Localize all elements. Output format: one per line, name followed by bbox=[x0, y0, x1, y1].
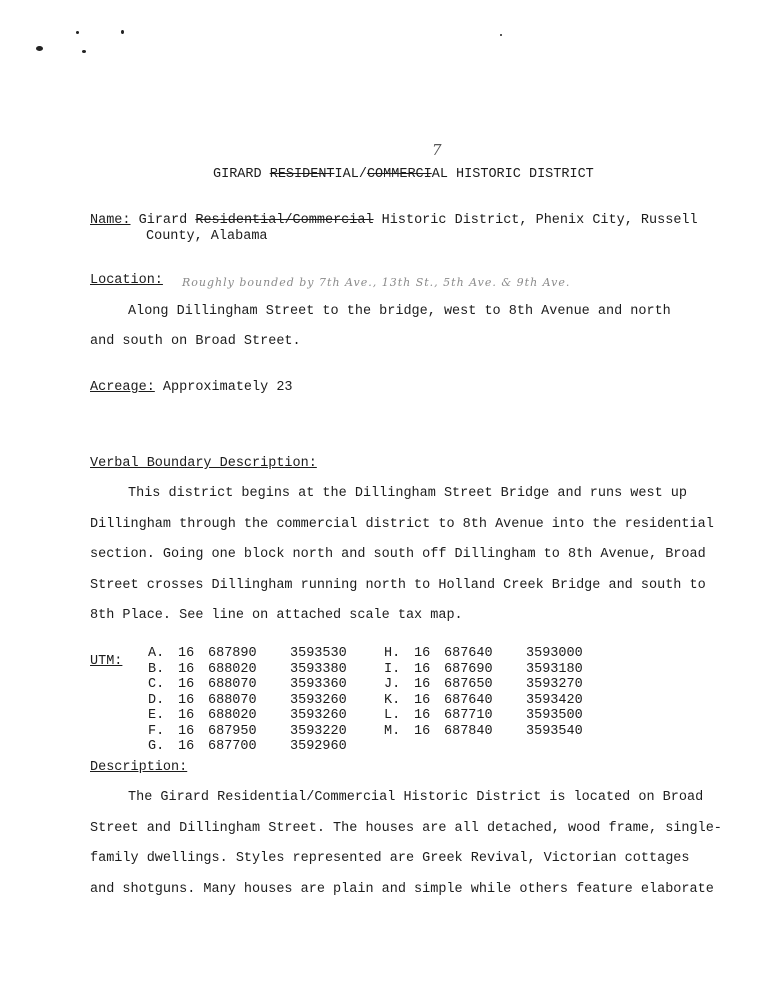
utm-zone: 16 bbox=[178, 661, 195, 677]
utm-letter: G. bbox=[148, 739, 165, 754]
utm-letter: K. bbox=[384, 692, 401, 708]
acreage-section bbox=[90, 380, 293, 395]
utm-easting: 687650 bbox=[444, 677, 493, 692]
utm-northing: 3593180 bbox=[526, 661, 583, 677]
utm-row bbox=[148, 693, 347, 708]
location-label: Location: bbox=[90, 273, 163, 288]
utm-label: UTM: bbox=[90, 654, 123, 669]
utm-zone: 16 bbox=[178, 739, 195, 754]
description-label: Description: bbox=[90, 760, 188, 775]
utm-northing: 3593360 bbox=[290, 677, 347, 692]
utm-zone: 16 bbox=[178, 708, 195, 723]
utm-zone: 16 bbox=[178, 646, 195, 661]
utm-zone: 16 bbox=[178, 723, 195, 739]
utm-row bbox=[384, 708, 583, 723]
utm-zone: 16 bbox=[414, 708, 431, 723]
utm-letter: F. bbox=[148, 723, 165, 739]
utm-letter: A. bbox=[148, 646, 165, 661]
title-struck-commerci: COMMERCI bbox=[366, 167, 432, 182]
utm-letter: B. bbox=[148, 661, 165, 677]
boundary-line: section. Going one block north and south off Dillingham to 8th Avenue, Broad bbox=[90, 547, 706, 562]
utm-row bbox=[384, 646, 583, 661]
utm-northing: 3593270 bbox=[526, 677, 583, 692]
description-line: and shotguns. Many houses are plain and simple while others feature elaborate bbox=[90, 882, 714, 897]
utm-letter: D. bbox=[148, 692, 165, 708]
utm-row bbox=[148, 708, 347, 723]
utm-easting: 687890 bbox=[208, 646, 257, 661]
utm-northing: 3593220 bbox=[290, 723, 347, 739]
utm-row bbox=[148, 724, 347, 739]
utm-zone: 16 bbox=[178, 692, 195, 708]
boundary-line: Street crosses Dillingham running north to Holland Creek Bridge and south to bbox=[90, 578, 706, 593]
utm-row bbox=[148, 677, 347, 692]
utm-northing: 3593380 bbox=[290, 661, 347, 677]
utm-row bbox=[148, 739, 347, 754]
utm-letter: I. bbox=[384, 661, 401, 677]
boundary-line: This district begins at the Dillingham Street Bridge and runs west up bbox=[128, 486, 687, 501]
scan-speck bbox=[82, 50, 86, 53]
utm-row bbox=[148, 646, 347, 661]
location-handwritten-note: Roughly bounded by 7th Ave., 13th St., 5th Ave. & 9th Ave. bbox=[182, 276, 571, 289]
boundary-label: Verbal Boundary Description: bbox=[90, 456, 317, 471]
title-text-pre: GIRARD bbox=[213, 167, 270, 182]
utm-easting: 687840 bbox=[444, 723, 493, 739]
location-line1: Along Dillingham Street to the bridge, west to 8th Avenue and north bbox=[128, 304, 671, 319]
utm-northing: 3593260 bbox=[290, 708, 347, 723]
title-struck-resident: RESIDENT bbox=[269, 167, 335, 182]
name-label: Name: bbox=[90, 213, 131, 228]
name-section bbox=[90, 213, 698, 228]
utm-easting: 688070 bbox=[208, 677, 257, 692]
utm-northing: 3593540 bbox=[526, 723, 583, 739]
name-text-post: Historic District, Phenix City, Russell bbox=[373, 213, 698, 228]
document-title bbox=[213, 167, 594, 182]
utm-row bbox=[148, 662, 347, 677]
utm-easting: 687640 bbox=[444, 646, 493, 661]
boundary-line: 8th Place. See line on attached scale tax map. bbox=[90, 608, 463, 623]
handwritten-mark: 7 bbox=[432, 141, 443, 159]
utm-easting: 687640 bbox=[444, 692, 493, 708]
name-text-pre: Girard bbox=[138, 213, 196, 228]
utm-row bbox=[384, 724, 583, 739]
utm-northing: 3593000 bbox=[526, 646, 583, 661]
utm-row bbox=[384, 662, 583, 677]
utm-zone: 16 bbox=[414, 723, 431, 739]
utm-zone: 16 bbox=[414, 661, 431, 677]
scan-speck bbox=[36, 46, 43, 51]
utm-northing: 3593420 bbox=[526, 692, 583, 708]
name-line2: County, Alabama bbox=[146, 229, 268, 244]
utm-easting: 687950 bbox=[208, 723, 257, 739]
boundary-line: Dillingham through the commercial district to 8th Avenue into the residential bbox=[90, 517, 714, 532]
title-text-post: AL HISTORIC DISTRICT bbox=[431, 167, 594, 182]
utm-row bbox=[384, 693, 583, 708]
utm-letter: E. bbox=[148, 708, 165, 723]
description-line: family dwellings. Styles represented are Greek Revival, Victorian cottages bbox=[90, 851, 690, 866]
utm-letter: M. bbox=[384, 723, 401, 739]
utm-letter: H. bbox=[384, 646, 401, 661]
scan-speck bbox=[500, 34, 502, 36]
scan-speck bbox=[121, 30, 124, 34]
utm-easting: 688020 bbox=[208, 708, 257, 723]
utm-zone: 16 bbox=[414, 677, 431, 692]
utm-zone: 16 bbox=[414, 646, 431, 661]
location-line2: and south on Broad Street. bbox=[90, 334, 301, 349]
utm-letter: J. bbox=[384, 677, 401, 692]
description-line: The Girard Residential/Commercial Historic District is located on Broad bbox=[128, 790, 704, 805]
utm-northing: 3593260 bbox=[290, 692, 347, 708]
utm-northing: 3593530 bbox=[290, 646, 347, 661]
name-struck-text: Residential/Commercial bbox=[195, 213, 374, 228]
utm-letter: C. bbox=[148, 677, 165, 692]
acreage-value: Approximately 23 bbox=[154, 380, 293, 395]
scan-speck bbox=[76, 31, 79, 34]
utm-northing: 3592960 bbox=[290, 739, 347, 754]
utm-zone: 16 bbox=[178, 677, 195, 692]
utm-easting: 687710 bbox=[444, 708, 493, 723]
utm-easting: 687700 bbox=[208, 739, 257, 754]
description-line: Street and Dillingham Street. The houses are all detached, wood frame, single- bbox=[90, 821, 722, 836]
utm-zone: 16 bbox=[414, 692, 431, 708]
utm-easting: 687690 bbox=[444, 661, 493, 677]
utm-easting: 688020 bbox=[208, 661, 257, 677]
acreage-label: Acreage: bbox=[90, 380, 155, 395]
utm-letter: L. bbox=[384, 708, 401, 723]
utm-northing: 3593500 bbox=[526, 708, 583, 723]
utm-easting: 688070 bbox=[208, 692, 257, 708]
utm-row bbox=[384, 677, 583, 692]
title-text-mid: IAL/ bbox=[334, 167, 367, 182]
